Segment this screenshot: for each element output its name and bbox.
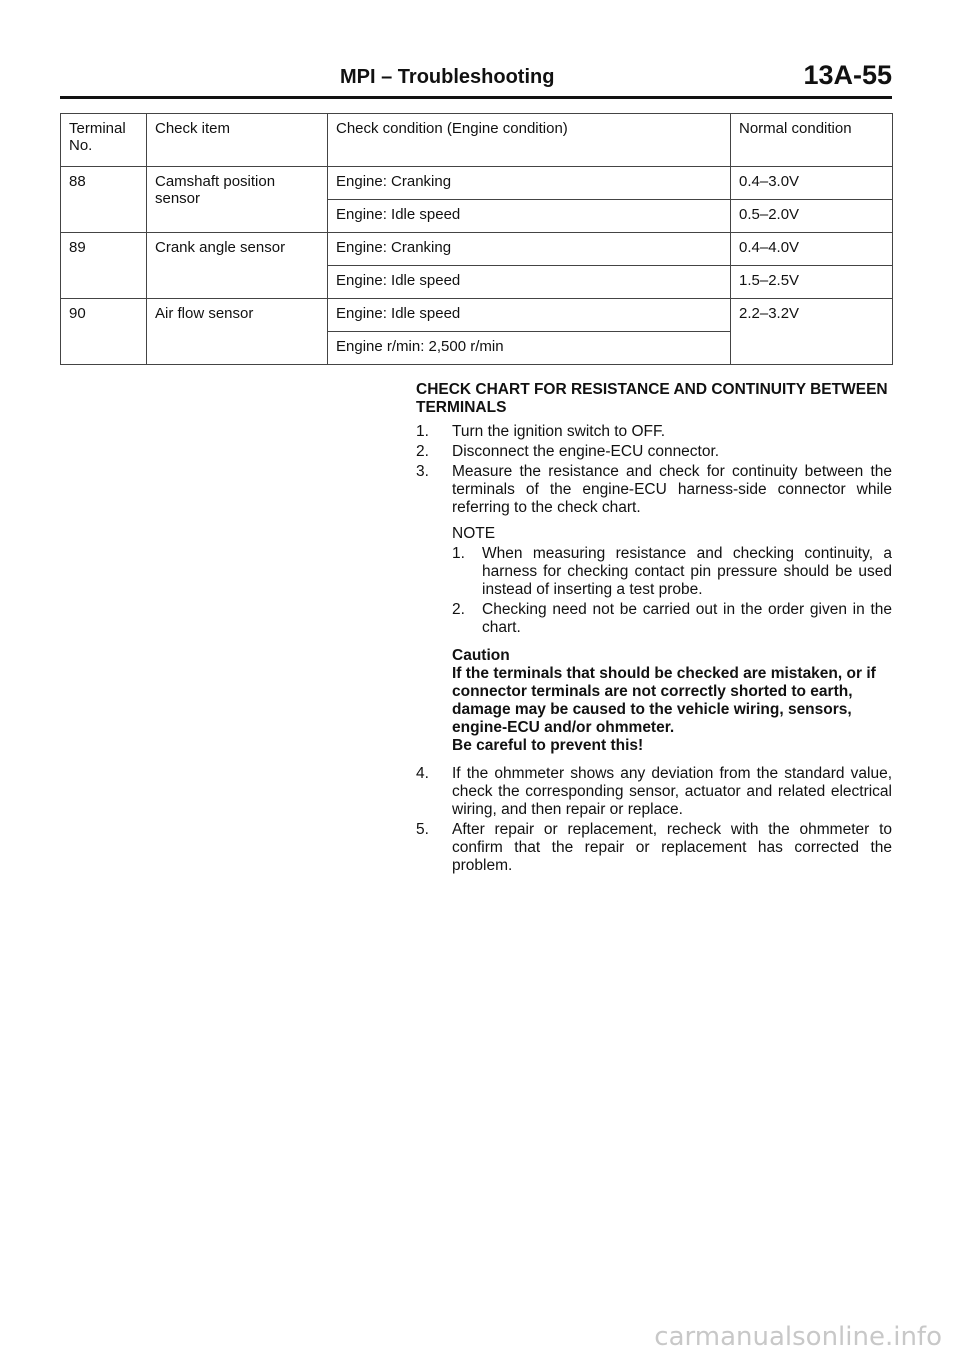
table-row [61,167,893,200]
list-item [452,601,892,637]
normal-cell: 2.2–3.2V [731,299,893,365]
step-text: If the ohmmeter shows any deviation from the standard value, check the corresponding sensor, actuator and related electrical wiring, and then repair or replace. [452,765,892,818]
step-number: 5. [416,821,429,838]
list-item [416,821,892,875]
condition-cell: Engine: Cranking [328,233,731,266]
table-header-row [61,114,893,167]
table-row [61,233,893,266]
list-item [416,423,892,441]
caution-text: If the terminals that should be checked are mistaken, or if connector terminals are not correctly shorted to earth, damage may be caused to the vehicle wiring, sensors, engine-ECU and/or ohmmeter. [452,665,876,736]
note-number: 1. [452,545,465,562]
procedure-section [416,381,892,877]
table-row [61,299,893,332]
condition-cell: Engine: Cranking [328,167,731,200]
column-header-terminal: Terminal No. [61,114,147,167]
step-text: Turn the ignition switch to OFF. [452,423,666,440]
note-block [452,525,892,637]
note-title: NOTE [452,525,496,542]
normal-cell: 0.4–4.0V [731,233,893,266]
step-number: 2. [416,443,429,460]
steps-list [416,423,892,517]
terminal-cell: 90 [61,299,147,365]
note-text: Checking need not be carried out in the order given in the chart. [482,601,892,636]
column-header-check-item: Check item [147,114,328,167]
column-header-normal-condition: Normal condition [731,114,893,167]
list-item [416,443,892,461]
column-header-check-condition: Check condition (Engine condition) [328,114,731,167]
check-item-cell: Air flow sensor [147,299,328,365]
step-number: 1. [416,423,429,440]
normal-cell: 0.4–3.0V [731,167,893,200]
list-item [416,765,892,819]
page-number: 13A-55 [803,60,892,90]
caution-title: Caution [452,647,510,664]
list-item [452,545,892,599]
step-number: 3. [416,463,429,480]
page-header [60,60,892,99]
terminal-cell: 88 [61,167,147,233]
condition-cell: Engine r/min: 2,500 r/min [328,332,731,365]
watermark: carmanualsonline.info [654,1322,942,1352]
list-item [416,463,892,517]
step-text: Disconnect the engine-ECU connector. [452,443,720,460]
terminal-cell: 89 [61,233,147,299]
normal-cell: 1.5–2.5V [731,266,893,299]
caution-emphasis: Be careful to prevent this! [452,737,644,754]
page-title: MPI – Troubleshooting [340,66,555,88]
check-item-cell: Camshaft position sensor [147,167,328,233]
spec-table [60,113,893,365]
note-number: 2. [452,601,465,618]
step-text: Measure the resistance and check for continuity between the terminals of the engine-ECU harness-side connector while referring to the check chart. [452,463,892,516]
condition-cell: Engine: Idle speed [328,299,731,332]
section-heading: CHECK CHART FOR RESISTANCE AND CONTINUITY BETWEEN TERMINALS [416,381,888,416]
steps-list-continued [416,765,892,875]
note-text: When measuring resistance and checking continuity, a harness for checking contact pin pressure should be used instead of inserting a test probe. [482,545,892,598]
note-list [452,545,892,637]
caution-block [452,647,892,755]
step-text: After repair or replacement, recheck with the ohmmeter to confirm that the repair or replacement has corrected the problem. [452,821,892,874]
check-item-cell: Crank angle sensor [147,233,328,299]
step-number: 4. [416,765,429,782]
condition-cell: Engine: Idle speed [328,200,731,233]
condition-cell: Engine: Idle speed [328,266,731,299]
normal-cell: 0.5–2.0V [731,200,893,233]
